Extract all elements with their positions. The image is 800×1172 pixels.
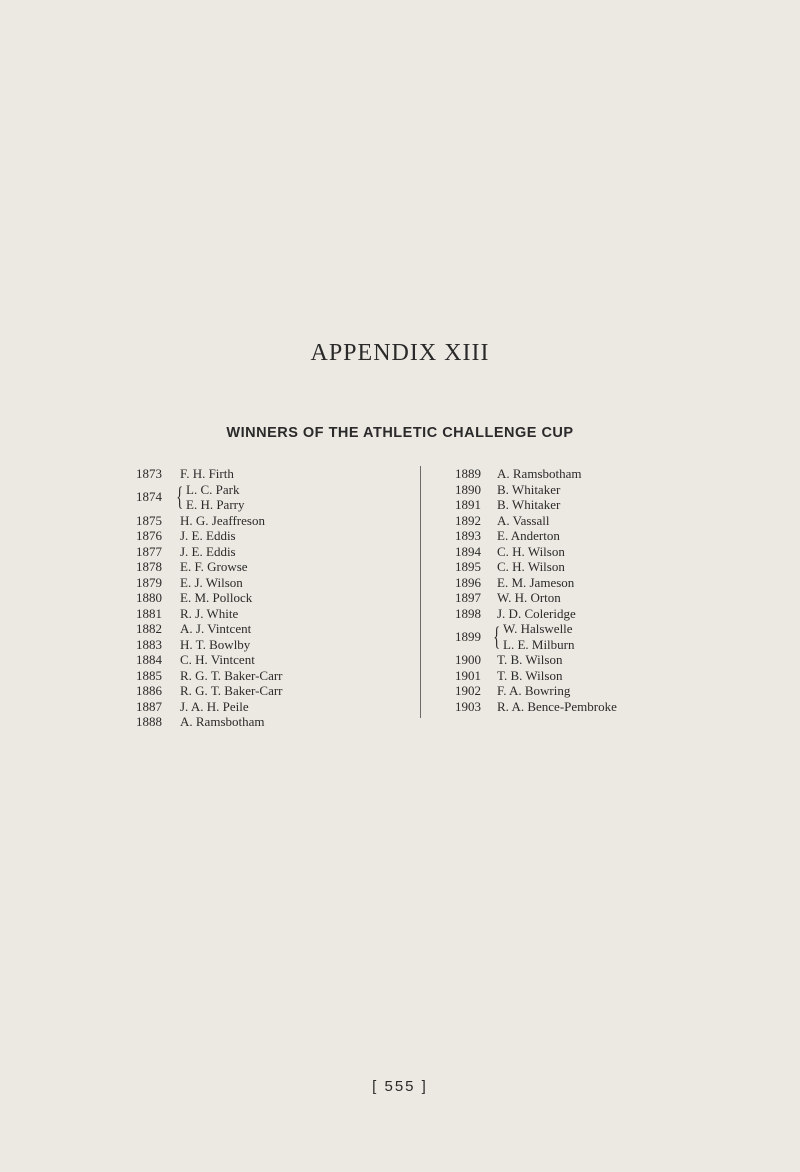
year: 1891 <box>455 497 481 512</box>
winner-row <box>136 621 386 637</box>
winner-name: R. J. White <box>180 605 239 621</box>
winner-name: E. M. Pollock <box>180 590 253 605</box>
winner-name: L. E. Milburn <box>503 636 575 652</box>
winner-name: R. G. T. Baker-Carr <box>180 683 283 698</box>
winner-row <box>136 513 386 529</box>
winner-row <box>136 575 386 591</box>
winner-row <box>136 652 386 668</box>
year: 1900 <box>455 652 481 667</box>
year: 1873 <box>136 466 162 481</box>
winner-name: F. H. Firth <box>180 466 234 481</box>
year: 1901 <box>455 667 481 683</box>
year: 1876 <box>136 528 162 543</box>
winner-name: E. H. Parry <box>186 497 245 512</box>
winner-name: C. H. Wilson <box>497 543 565 559</box>
winner-row <box>136 668 386 684</box>
winner-row <box>455 497 755 513</box>
winner-row <box>455 466 755 482</box>
year: 1898 <box>455 605 481 621</box>
year: 1877 <box>136 543 162 559</box>
year: 1890 <box>455 481 481 497</box>
winner-row <box>136 590 386 606</box>
year: 1893 <box>455 528 481 543</box>
year: 1903 <box>455 698 481 714</box>
winners-column-left <box>136 466 386 730</box>
year: 1895 <box>455 559 481 574</box>
winner-name: A. Ramsbotham <box>180 714 265 729</box>
winner-row <box>136 606 386 622</box>
winner-name: W. H. Orton <box>497 590 561 605</box>
winner-row <box>455 590 755 606</box>
year: 1902 <box>455 683 481 698</box>
winner-name: E. F. Growse <box>180 559 248 574</box>
winner-name: J. A. H. Peile <box>180 698 249 714</box>
winner-name: B. Whitaker <box>497 497 561 512</box>
winner-name: W. Halswelle <box>503 621 573 636</box>
winner-row <box>136 637 386 653</box>
winner-row <box>455 528 755 544</box>
winner-row <box>455 544 755 560</box>
winner-name: T. B. Wilson <box>497 667 563 683</box>
winner-row <box>136 466 386 482</box>
winner-name: E. Anderton <box>497 528 560 543</box>
winner-row <box>455 699 755 715</box>
year: 1879 <box>136 574 162 590</box>
winner-name: J. D. Coleridge <box>497 605 576 621</box>
year: 1875 <box>136 512 162 528</box>
winner-name: H. G. Jeaffreson <box>180 512 265 528</box>
winner-row <box>455 575 755 591</box>
winner-row <box>455 621 755 652</box>
year: 1892 <box>455 512 481 528</box>
year: 1889 <box>455 466 481 481</box>
winner-name: T. B. Wilson <box>497 652 563 667</box>
winner-name: B. Whitaker <box>497 481 561 497</box>
winner-name: A. J. Vintcent <box>180 621 252 636</box>
year: 1894 <box>455 543 481 559</box>
year: 1886 <box>136 683 162 698</box>
winner-name: A. Ramsbotham <box>497 466 582 481</box>
column-divider <box>420 466 421 718</box>
year: 1878 <box>136 559 162 574</box>
joint-winners <box>186 482 245 513</box>
brace-glyph: { <box>493 621 501 651</box>
brace-glyph: { <box>176 482 184 511</box>
winner-row <box>136 683 386 699</box>
winner-name: J. E. Eddis <box>180 543 236 559</box>
winner-name: R. G. T. Baker-Carr <box>180 667 283 683</box>
winner-row <box>455 482 755 498</box>
year: 1883 <box>136 636 162 652</box>
winner-name: H. T. Bowlby <box>180 636 251 652</box>
winner-row <box>136 482 386 513</box>
winner-name: E. J. Wilson <box>180 574 243 590</box>
winner-name: J. E. Eddis <box>180 528 236 543</box>
year: 1884 <box>136 652 162 667</box>
year: 1882 <box>136 621 162 636</box>
winner-row <box>455 559 755 575</box>
winner-row <box>136 544 386 560</box>
page-number: [ 555 ] <box>372 1078 428 1095</box>
winner-name: C. H. Wilson <box>497 559 565 574</box>
winner-row <box>455 683 755 699</box>
joint-winners <box>503 621 575 652</box>
year: 1880 <box>136 590 162 605</box>
winner-row <box>136 528 386 544</box>
year: 1885 <box>136 667 162 683</box>
year: 1881 <box>136 605 162 621</box>
year: 1896 <box>455 574 481 590</box>
winner-row <box>136 699 386 715</box>
winner-row <box>455 513 755 529</box>
winner-row <box>455 668 755 684</box>
winner-row <box>455 652 755 668</box>
winner-name: F. A. Bowring <box>497 683 571 698</box>
winner-row <box>136 559 386 575</box>
year: 1897 <box>455 590 481 605</box>
year: 1887 <box>136 698 162 714</box>
winner-row <box>136 714 386 730</box>
winners-column-right <box>455 466 755 714</box>
year: 1888 <box>136 714 162 729</box>
appendix-title: APPENDIX XIII <box>310 340 490 366</box>
section-heading: WINNERS OF THE ATHLETIC CHALLENGE CUP <box>226 425 574 441</box>
winner-name: A. Vassall <box>497 512 550 528</box>
winner-name: E. M. Jameson <box>497 574 575 590</box>
winner-name: C. H. Vintcent <box>180 652 255 667</box>
year: 1899 <box>455 628 481 644</box>
winner-name: R. A. Bence-Pembroke <box>497 698 617 714</box>
year: 1874 <box>136 489 162 505</box>
winner-row <box>455 606 755 622</box>
winner-name: L. C. Park <box>186 481 240 497</box>
